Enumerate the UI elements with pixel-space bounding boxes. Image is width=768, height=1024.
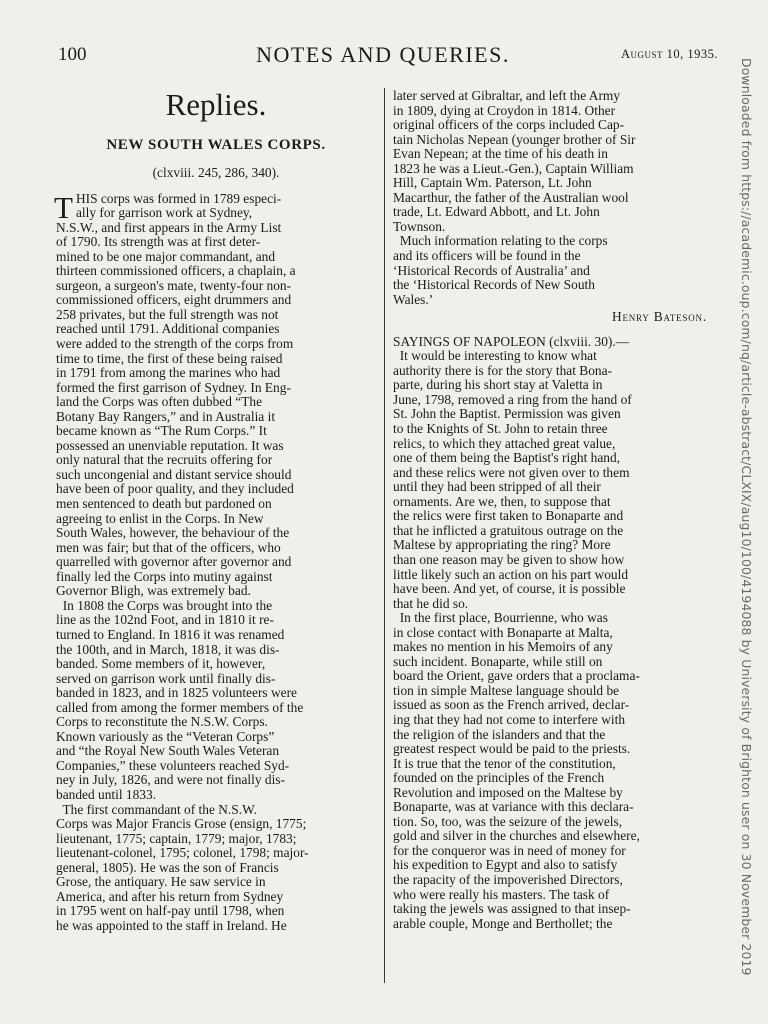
text-line: America, and after his return from Sydney (56, 889, 284, 904)
text-line: HIS corps was formed in 1789 especi- (75, 191, 282, 206)
text-line: parte, during his short stay at Valetta in (393, 378, 603, 393)
text-line: and “the Royal New South Wales Veteran (56, 744, 280, 759)
text-line: possessed an unenviable reputation. It was (56, 438, 284, 453)
text-line: became known as “The Rum Corps.” It (56, 424, 267, 439)
text-line: have been. And yet, of course, it is possible (393, 582, 626, 597)
text-line: authority there is for the story that Bona- (393, 363, 613, 378)
text-line: men sentenced to death but pardoned on (56, 497, 272, 512)
text-line: arable couple, Monge and Berthollet; the (393, 916, 613, 931)
text-line: in close contact with Bonaparte at Malta, (393, 625, 613, 640)
text-line: It is true that the tenor of the constitution, (393, 756, 616, 771)
text-line: time to time, the first of these being raised (56, 351, 283, 366)
text-line: in 1809, dying at Croydon in 1814. Other (393, 103, 616, 118)
text-line: in 1795 went on half-pay until 1798, when (56, 904, 285, 919)
text-line: SAYINGS OF NAPOLEON (clxviii. 30).— (393, 334, 630, 349)
article-continuation (393, 89, 719, 307)
text-line: tion in simple Maltese language should be (393, 683, 620, 698)
article-body (54, 189, 376, 934)
drop-cap: T (54, 189, 73, 225)
page-number: 100 (58, 44, 87, 65)
text-line: banded until 1833. (56, 787, 157, 802)
text-line: such incident. Bonaparte, while still on (393, 654, 603, 669)
text-line: banded. Some members of it, however, (56, 657, 266, 672)
text-line: for the conqueror was in need of money for (393, 843, 626, 858)
text-line: reached until 1791. Additional companies (56, 322, 280, 337)
text-line: quarrelled with governor after governor and (56, 555, 292, 570)
download-notice: Downloaded from https://academic.oup.com/nq/article-abstract/CLXIX/aug10/100/4194088 by University of Brighton user on 30 November 2019 (739, 58, 754, 976)
text-line: Corps was Major Francis Grose (ensign, 1775; (56, 817, 307, 832)
text-line: Botany Bay Rangers,” and in Australia it (56, 409, 276, 424)
text-line: turned to England. In 1816 it was renamed (56, 627, 285, 642)
text-line: the 100th, and in March, 1818, it was dis- (56, 642, 280, 657)
journal-title: NOTES AND QUERIES. (256, 42, 510, 67)
issue-date: August 10, 1935. (620, 47, 718, 61)
text-line: lieutenant, 1775; captain, 1779; major, 1783; (56, 831, 297, 846)
text-line: the rapacity of the impoverished Directors, (393, 872, 623, 887)
text-line: called from among the former members of the (56, 700, 304, 715)
text-line: land the Corps was often dubbed “The (56, 395, 263, 410)
napoleon-query (393, 335, 719, 931)
running-header (48, 44, 718, 74)
text-line: and these relics were not given over to them (393, 465, 630, 480)
text-line: have been of poor quality, and they included (56, 482, 294, 497)
text-line: relics, to which they attached great value, (393, 436, 616, 451)
text-line: finally led the Corps into mutiny against (56, 569, 273, 584)
text-line: who were really his masters. The task of (393, 887, 610, 902)
text-line: formed the first garrison of Sydney. In Eng- (56, 380, 291, 395)
text-line: founded on the principles of the French (393, 771, 605, 786)
text-line: only natural that the recruits offering for (56, 453, 273, 468)
text-line: Townson. (393, 219, 446, 234)
text-line: surgeon, a surgeon's mate, twenty-four non- (56, 278, 292, 293)
text-line: Wales.’ (393, 292, 434, 307)
text-line: Maltese by appropriating the ring? More (393, 538, 611, 553)
text-line: than one reason may be given to show how (393, 552, 625, 567)
text-line: one of them being the Baptist's right hand, (393, 451, 621, 466)
text-line: In 1808 the Corps was brought into the (56, 598, 273, 613)
text-line: Known variously as the “Veteran Corps” (56, 729, 275, 744)
text-line: were added to the strength of the corps from (56, 337, 294, 352)
text-line: in 1791 from among the marines who had (56, 366, 281, 381)
text-line: the religion of the islanders and that the (393, 727, 606, 742)
text-line: ornaments. Are we, then, to suppose that (393, 494, 611, 509)
text-line: the relics were first taken to Bonaparte and (393, 509, 624, 524)
text-line: such uncongenial and distant service should (56, 467, 292, 482)
right-column (393, 89, 719, 931)
text-line: ally for garrison work at Sydney, (75, 206, 253, 221)
text-line: St. John the Baptist. Permission was given (393, 407, 621, 422)
text-line: trade, Lt. Edward Abbott, and Lt. John (393, 205, 600, 220)
article-reference: (clxviii. 245, 286, 340). (152, 165, 280, 180)
text-line: ‘Historical Records of Australia’ and (393, 263, 590, 278)
text-line: served on garrison work until finally dis- (56, 671, 276, 686)
text-line: Governor Bligh, was extremely bad. (56, 584, 251, 599)
text-line: to the Knights of St. John to retain three (393, 422, 608, 437)
text-line: Macarthur, the father of the Australian wool (393, 190, 629, 205)
text-line: ing that they had not come to interfere with (393, 712, 626, 727)
text-line: greatest respect would be paid to the priests. (393, 742, 631, 757)
text-line: The first commandant of the N.S.W. (56, 802, 257, 817)
text-line: Revolution and imposed on the Maltese by (393, 785, 623, 800)
text-line: that he did so. (393, 596, 469, 611)
text-line: 1823 he was a Lieut.-Gen.), Captain William (393, 161, 634, 176)
text-line: makes no mention in his Memoirs of any (393, 640, 613, 655)
text-line: original officers of the corps included Cap- (393, 118, 625, 133)
left-column (56, 88, 376, 933)
text-line: he was appointed to the staff in Ireland. He (56, 918, 287, 933)
text-line: that he inflicted a gratuitous outrage on the (393, 523, 624, 538)
text-line: Much information relating to the corps (393, 234, 608, 249)
text-line: general, 1805). He was the son of Francis (56, 860, 279, 875)
text-line: It would be interesting to know what (393, 349, 597, 364)
text-line: lieutenant-colonel, 1795; colonel, 1798; major- (56, 846, 309, 861)
text-line: 258 privates, but the full strength was not (56, 307, 279, 322)
text-line: In the first place, Bourrienne, who was (393, 611, 608, 626)
text-line: Hill, Captain Wm. Paterson, Lt. John (393, 176, 592, 191)
text-line: Companies,” these volunteers reached Syd- (56, 758, 290, 773)
text-line: issued as soon as the French arrived, declar- (393, 698, 630, 713)
text-line: gold and silver in the churches and elsewhere, (393, 829, 640, 844)
text-line: tain Nicholas Nepean (younger brother of Sir (393, 132, 636, 147)
column-divider (384, 88, 385, 983)
text-line: men was fair; but that of the officers, who (56, 540, 281, 555)
text-line: Grose, the antiquary. He saw service in (56, 875, 266, 890)
section-heading: Replies. (165, 87, 267, 122)
text-line: until they had been stripped of all their (393, 480, 601, 495)
text-line: the ‘Historical Records of New South (393, 278, 595, 293)
article-title: NEW SOUTH WALES CORPS. (106, 137, 326, 153)
text-line: later served at Gibraltar, and left the Army (393, 89, 621, 103)
text-line: agreeing to enlist in the Corps. In New (56, 511, 264, 526)
text-line: and its officers will be found in the (393, 249, 581, 264)
text-line: Bonaparte, was at variance with this declara- (393, 800, 634, 815)
text-line: mined to be one major commandant, and (56, 249, 276, 264)
text-line: of 1790. Its strength was at first deter- (56, 235, 261, 250)
text-line: South Wales, however, the behaviour of the (56, 526, 290, 541)
author-signature: Henry Bateson. (611, 309, 707, 325)
text-line: board the Orient, gave orders that a proclama- (393, 669, 640, 684)
text-line: Corps to reconstitute the N.S.W. Corps. (56, 715, 268, 730)
text-line: banded in 1823, and in 1825 volunteers were (56, 686, 297, 701)
text-line: taking the jewels was assigned to that insep- (393, 902, 631, 917)
text-line: his expedition to Egypt and also to satisfy (393, 858, 618, 873)
text-line: Evan Nepean; at the time of his death in (393, 147, 608, 162)
text-line: ney in July, 1826, and were not finally dis- (56, 773, 285, 788)
text-line: line as the 102nd Foot, and in 1810 it re- (56, 613, 274, 628)
text-line: tion. So, too, was the seizure of the jewels, (393, 814, 623, 829)
text-line: little likely such an action on his part would (393, 567, 629, 582)
text-line: June, 1798, removed a ring from the hand of (393, 392, 632, 407)
text-line: N.S.W., and first appears in the Army List (56, 220, 282, 235)
text-line: thirteen commissioned officers, a chaplain, a (56, 264, 296, 279)
text-line: commissioned officers, eight drummers and (56, 293, 292, 308)
